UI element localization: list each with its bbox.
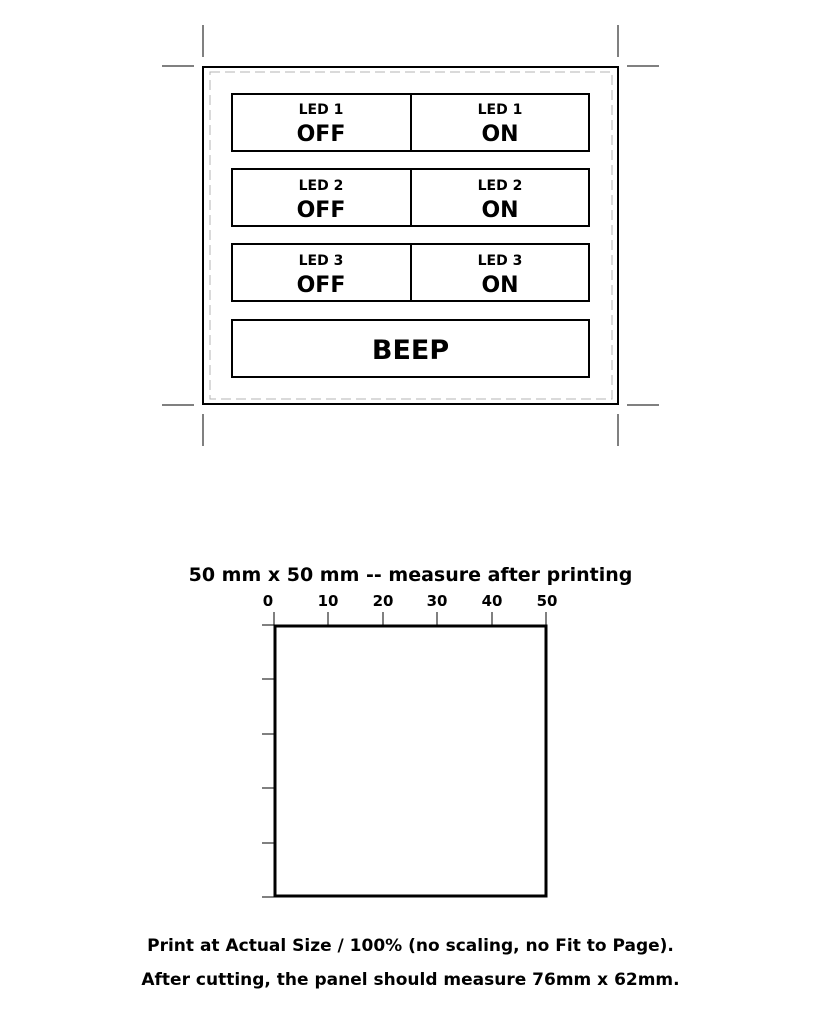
button-label: LED 2 — [298, 178, 344, 194]
button-state: ON — [481, 122, 519, 147]
scale-tick-label: 20 — [372, 592, 394, 610]
beep-button[interactable] — [232, 320, 589, 377]
led3-off-button[interactable] — [232, 244, 411, 301]
scale-top-ticks — [274, 612, 546, 625]
led1-on-button[interactable] — [411, 94, 589, 151]
scale-left-ticks — [262, 625, 275, 897]
button-state: ON — [481, 273, 519, 298]
led2-off-button[interactable] — [232, 169, 411, 226]
button-label: LED 3 — [477, 253, 523, 269]
instruction-line-1: Print at Actual Size / 100% (no scaling, no Fit to Page). — [147, 936, 674, 956]
led1-off-button[interactable] — [232, 94, 411, 151]
led2-on-button[interactable] — [411, 169, 589, 226]
scale-tick-labels — [263, 592, 558, 610]
button-label: LED 1 — [298, 102, 344, 118]
calibration-square — [275, 626, 546, 896]
button-state: OFF — [296, 122, 346, 147]
button-label: LED 3 — [298, 253, 344, 269]
button-label: LED 1 — [477, 102, 523, 118]
led3-on-button[interactable] — [411, 244, 589, 301]
button-state: OFF — [296, 198, 346, 223]
scale-tick-label: 40 — [481, 592, 503, 610]
scale-tick-label: 50 — [536, 592, 558, 610]
scale-title: 50 mm x 50 mm -- measure after printing — [188, 564, 633, 586]
button-label: LED 2 — [477, 178, 523, 194]
scale-tick-label: 0 — [262, 592, 274, 610]
scale-tick-label: 10 — [317, 592, 339, 610]
button-state: OFF — [296, 273, 346, 298]
instruction-line-2: After cutting, the panel should measure 76mm x 62mm. — [141, 970, 680, 990]
scale-tick-label: 30 — [426, 592, 448, 610]
beep-label: BEEP — [371, 335, 450, 366]
crop-marks — [162, 25, 659, 446]
button-state: ON — [481, 198, 519, 223]
